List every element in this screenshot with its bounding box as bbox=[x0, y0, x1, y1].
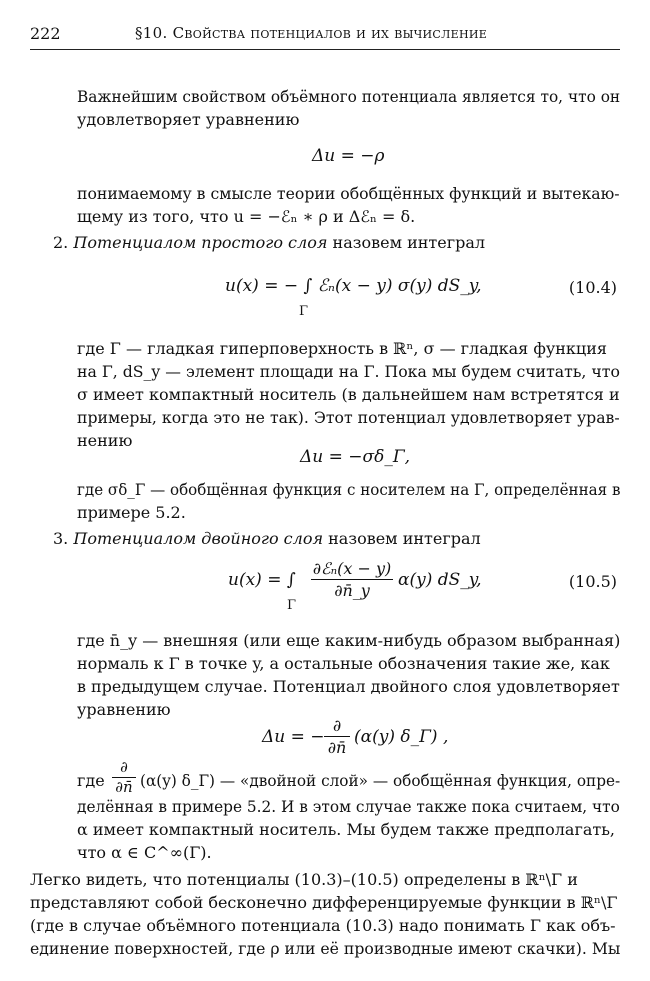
equation-number: (10.5) bbox=[568, 572, 617, 591]
text-line: примеры, когда это не так). Этот потенциал удовлетворяет урав- bbox=[77, 408, 620, 427]
running-header bbox=[30, 24, 620, 46]
text-line: удовлетворяет уравнению bbox=[77, 110, 300, 129]
equation-10-5-left: u(x) = ∫ bbox=[228, 570, 296, 590]
text-line: Легко видеть, что потенциалы (10.3)–(10.5) определены в ℝⁿ\Γ и bbox=[30, 870, 578, 889]
equation-laplace-rho: Δu = −ρ bbox=[312, 146, 385, 166]
fraction-normal-derivative bbox=[112, 758, 136, 797]
equation-double-layer-left: Δu = − bbox=[262, 727, 325, 747]
item-number: 3. bbox=[53, 529, 69, 548]
term-double-layer: Потенциалом двойного слоя bbox=[73, 529, 324, 548]
fraction-numerator: ∂ℰₙ(x − y) bbox=[312, 559, 392, 578]
text-line: что α ∈ C^∞(Γ). bbox=[77, 843, 212, 862]
fraction-normal-derivative bbox=[324, 715, 350, 758]
page-number: 222 bbox=[30, 24, 61, 43]
text-line: на Γ, dS_y — элемент площади на Γ. Пока мы будем считать, что bbox=[77, 362, 620, 381]
fraction-normal-derivative bbox=[311, 558, 393, 601]
text-line: нению bbox=[77, 431, 133, 450]
item-text: назовем интеграл bbox=[327, 233, 486, 252]
text-line: щему из того, что u = −ℰₙ ∗ ρ и Δℰₙ = δ. bbox=[77, 207, 416, 226]
text-line: (α(y) δ_Γ) — «двойной слой» — обобщённая функция, опре- bbox=[140, 771, 621, 790]
list-item-2 bbox=[53, 232, 485, 254]
equation-10-5-right: α(y) dS_y, bbox=[398, 570, 482, 590]
text-line: представляют собой бесконечно дифференцируемые функции в ℝⁿ\Γ bbox=[30, 893, 618, 912]
integral-domain: Γ bbox=[299, 304, 309, 319]
equation-number: (10.4) bbox=[568, 278, 617, 297]
text-line: (где в случае объёмного потенциала (10.3) надо понимать Γ как объ- bbox=[30, 916, 616, 935]
fraction-numerator: ∂ bbox=[324, 715, 350, 737]
equation-10-4: u(x) = − ∫ ℰₙ(x − y) σ(y) dS_y, bbox=[225, 276, 482, 296]
equation-single-layer-laplace: Δu = −σδ_Γ, bbox=[300, 447, 411, 467]
text-line: делённая в примере 5.2. И в этом случае также пока считаем, что bbox=[77, 797, 620, 816]
fraction-denominator: ∂n̄ bbox=[115, 778, 133, 796]
integral-domain: Γ bbox=[287, 598, 297, 613]
text-line: в предыдущем случае. Потенциал двойного слоя удовлетворяет bbox=[77, 677, 620, 696]
text-line: где bbox=[77, 771, 105, 790]
text-line: единение поверхностей, где ρ или её производные имеют скачки). Мы bbox=[30, 939, 621, 958]
text-line: α имеет компактный носитель. Мы будем также предполагать, bbox=[77, 820, 616, 839]
section-title: §10. Свойства потенциалов и их вычисление bbox=[135, 24, 488, 42]
text-line: уравнению bbox=[77, 700, 171, 719]
list-item-3 bbox=[53, 528, 481, 550]
text-line: σ имеет компактный носитель (в дальнейшем нам встретятся и bbox=[77, 385, 620, 404]
text-line: нормаль к Γ в точке y, а остальные обозначения такие же, как bbox=[77, 654, 610, 673]
text-line: где Γ — гладкая гиперповерхность в ℝⁿ, σ — гладкая функция bbox=[77, 339, 607, 358]
fraction-numerator: ∂ bbox=[112, 758, 136, 778]
term-single-layer: Потенциалом простого слоя bbox=[73, 233, 328, 252]
item-text: назовем интеграл bbox=[323, 529, 481, 548]
fraction-denominator: ∂n̄_y bbox=[334, 581, 370, 600]
text-line: Важнейшим свойством объёмного потенциала является то, что он bbox=[77, 87, 621, 106]
text-line: где n̄_y — внешняя (или еще каким-нибудь образом выбранная) bbox=[77, 631, 621, 650]
equation-double-layer-right: (α(y) δ_Γ) , bbox=[354, 727, 449, 747]
text-line: где σδ_Γ — обобщённая функция с носителем на Γ, определённая в bbox=[77, 480, 621, 499]
header-rule bbox=[30, 49, 620, 50]
item-number: 2. bbox=[53, 233, 69, 252]
fraction-denominator: ∂n̄ bbox=[327, 738, 347, 757]
text-line: примере 5.2. bbox=[77, 503, 186, 522]
text-line: понимаемому в смысле теории обобщённых функций и вытекаю- bbox=[77, 184, 620, 203]
